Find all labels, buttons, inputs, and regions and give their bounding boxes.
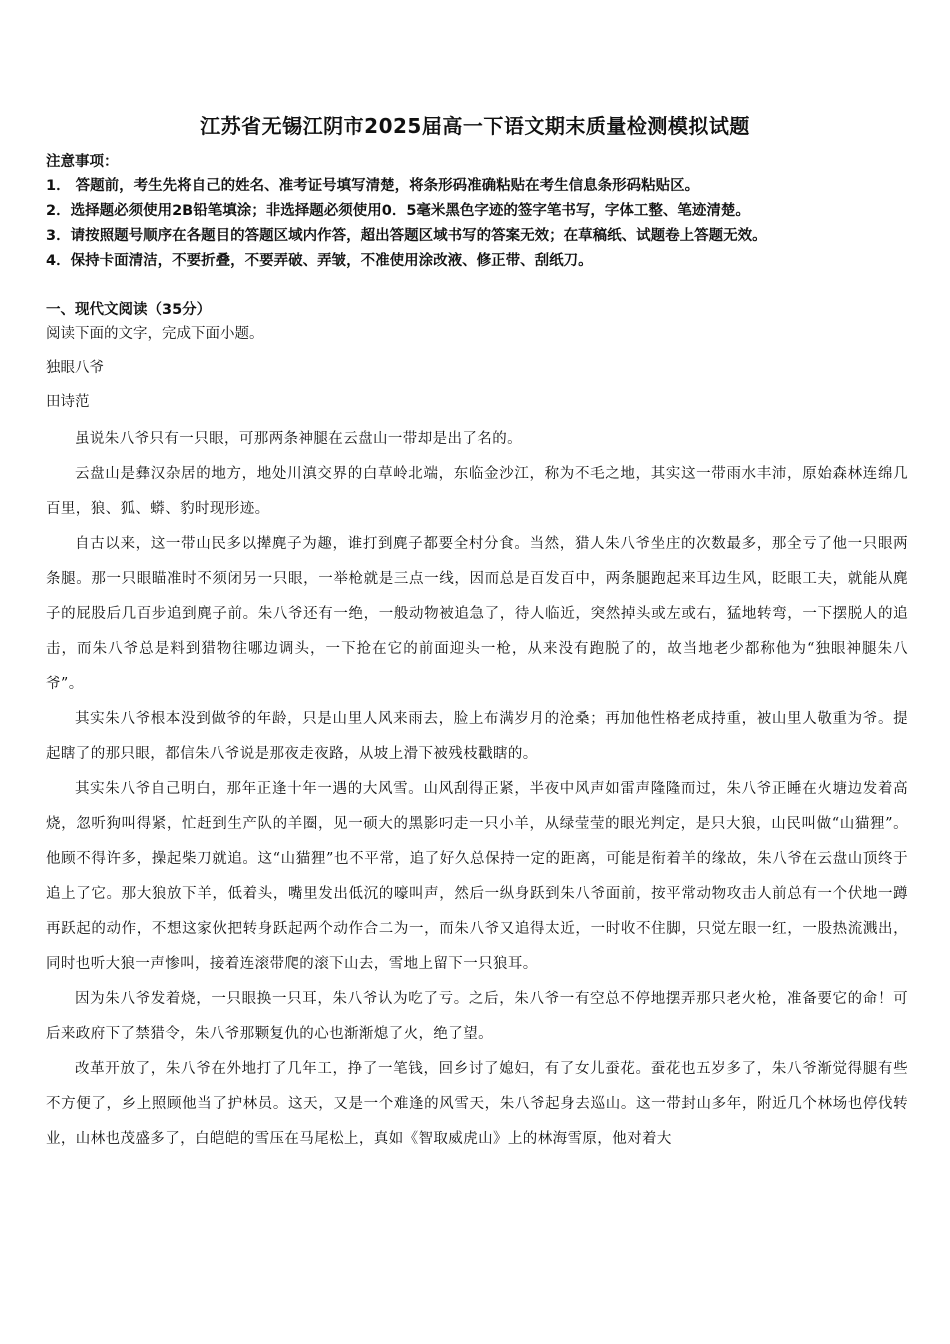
paragraph: 自古以来，这一带山民多以撵麂子为趣，谁打到麂子都要全村分食。当然，猎人朱八爷坐庄的次数最多，那全亏了他一只眼两条腿。那一只眼瞄准时不须闭另一只眼，一举枪就是三点一线，因而总是百发百中，两条腿跑起来耳边生风，眨眼工夫，就能从麂子的屁股后几百步追到麂子前。朱八爷还有一绝，一般动物被追急了，待人临近，突然掉头或左或右，猛地转弯，一下摆脱人的追击，而朱八爷总是料到猎物往哪边调头，一下抢在它的前面迎头一枪，从来没有跑脱了的，故当地老少都称他为“独眼神腿朱八爷”。 (46, 536, 908, 692)
section-heading: 一、现代文阅读（35分） (46, 302, 212, 318)
story-body (46, 422, 908, 1157)
reading-instruction: 阅读下面的文字，完成下面小题。 (46, 326, 264, 342)
notice-item-3: 3．请按照题号顺序在各题目的答题区域内作答，超出答题区域书写的答案无效；在草稿纸、试题卷上答题无效。 (46, 228, 767, 244)
paragraph: 云盘山是彝汉杂居的地方，地处川滇交界的白草岭北端，东临金沙江，称为不毛之地，其实这一带雨水丰沛，原始森林连绵几百里，狼、狐、蟒、豹时现形迹。 (46, 466, 908, 517)
story-title: 独眼八爷 (46, 360, 104, 376)
paragraph: 其实朱八爷根本没到做爷的年龄，只是山里人风来雨去，脸上布满岁月的沧桑；再加他性格老成持重，被山里人敬重为爷。提起瞎了的那只眼，都信朱八爷说是那夜走夜路，从坡上滑下被残枝戳瞎的。 (46, 711, 908, 762)
notice-heading: 注意事项： (46, 154, 119, 170)
paragraph: 改革开放了，朱八爷在外地打了几年工，挣了一笔钱，回乡讨了媳妇，有了女儿蚕花。蚕花也五岁多了，朱八爷渐觉得腿有些不方便了，乡上照顾他当了护林员。这天，又是一个难逢的风雪天，朱八爷起身去巡山。这一带封山多年，附近几个林场也停伐转业，山林也茂盛多了，白皑皑的雪压在马尾松上，真如《智取威虎山》上的林海雪原，他对着大 (46, 1061, 908, 1147)
paragraph: 其实朱八爷自己明白，那年正逢十年一遇的大风雪。山风刮得正紧，半夜中风声如雷声隆隆而过，朱八爷正睡在火塘边发着高烧，忽听狗叫得紧，忙赶到生产队的羊圈，见一硕大的黑影叼走一只小羊，从绿莹莹的眼光判定，是只大狼，山民叫做“山猫狸”。他顾不得许多，操起柴刀就追。这“山猫狸”也不平常，追了好久总保持一定的距离，可能是衔着羊的缘故，朱八爷在云盘山顶终于追上了它。那大狼放下羊，低着头，嘴里发出低沉的嚎叫声，然后一纵身跃到朱八爷面前，按平常动物攻击人前总有一个伏地一蹲再跃起的动作，不想这家伙把转身跃起两个动作合二为一，而朱八爷又追得太近，一时收不住脚，只觉左眼一红，一股热流溅出，同时也听大狼一声惨叫，接着连滚带爬的滚下山去，雪地上留下一只狼耳。 (46, 781, 908, 972)
paragraph: 虽说朱八爷只有一只眼，可那两条神腿在云盘山一带却是出了名的。 (75, 431, 522, 447)
notice-block (46, 150, 926, 274)
story-author: 田诗范 (46, 394, 90, 410)
page-title: 江苏省无锡江阴市2025届高一下语文期末质量检测模拟试题 (200, 114, 750, 138)
notice-item-4: 4．保持卡面清洁，不要折叠，不要弄破、弄皱，不准使用涂改液、修正带、刮纸刀。 (46, 253, 593, 269)
paragraph: 因为朱八爷发着烧，一只眼换一只耳，朱八爷认为吃了亏。之后，朱八爷一有空总不停地摆弄那只老火枪，准备要它的命！可后来政府下了禁猎令，朱八爷那颗复仇的心也渐渐熄了火，绝了望。 (46, 991, 908, 1042)
notice-item-1: 1． 答题前，考生先将自己的姓名、准考证号填写清楚，将条形码准确粘贴在考生信息条形码粘贴区。 (46, 178, 700, 194)
notice-item-2: 2．选择题必须使用2B铅笔填涂；非选择题必须使用0．5毫米黑色字迹的签字笔书写，字体工整、笔迹清楚。 (46, 203, 750, 219)
